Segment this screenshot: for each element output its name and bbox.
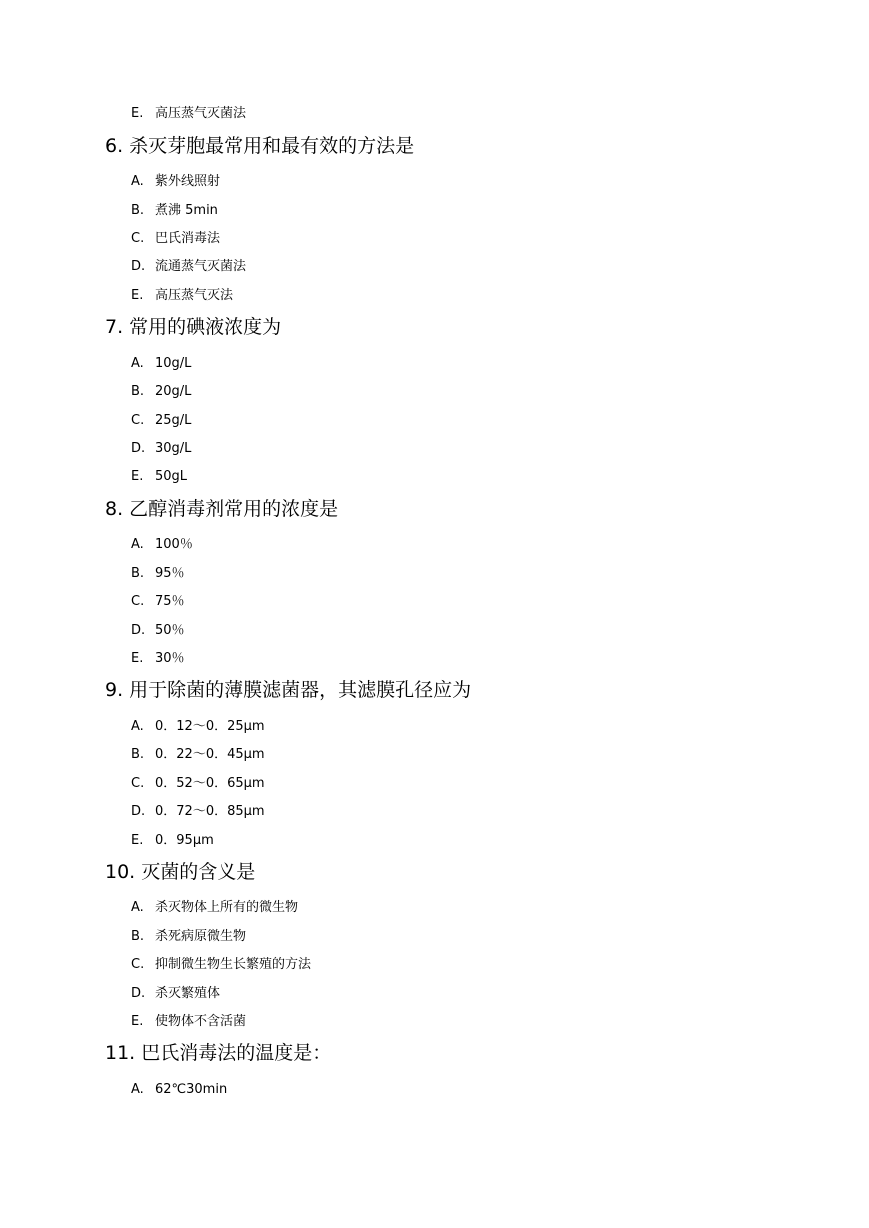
option-letter: A.: [131, 719, 144, 734]
option-letter: B.: [131, 566, 145, 581]
option-a: [131, 175, 220, 188]
option-text: 使物体不含活菌: [155, 1014, 247, 1029]
option-text: 0．72～0．85μm: [155, 804, 265, 819]
option-text: 高压蒸气灭菌法: [155, 106, 247, 121]
question-11: 11. 巴氏消毒法的温度是：: [105, 1042, 332, 1064]
option-letter: C.: [131, 231, 145, 246]
option-a: [131, 357, 191, 370]
option-letter: E.: [131, 1014, 144, 1029]
option-c: [131, 958, 311, 971]
option-text: 50％: [155, 623, 185, 638]
option-e: [131, 470, 187, 483]
option-letter: A.: [131, 174, 144, 189]
option-text: 0．12～0．25μm: [155, 719, 265, 734]
option-e: [131, 1015, 246, 1028]
option-b: [131, 204, 218, 217]
option-letter: A.: [131, 537, 144, 552]
option-text: 0．95μm: [155, 833, 214, 848]
option-letter: D.: [131, 259, 146, 274]
option-letter: A.: [131, 1082, 144, 1097]
option-text: 25g/L: [155, 413, 192, 428]
option-letter: C.: [131, 594, 145, 609]
option-b: [131, 385, 191, 398]
option-text: 30g/L: [155, 441, 192, 456]
option-letter: C.: [131, 776, 145, 791]
option-text: 流通蒸气灭菌法: [155, 259, 247, 274]
option-b: [131, 567, 185, 580]
option-d: [131, 805, 265, 818]
option-a: [131, 538, 193, 551]
option-d: [131, 260, 246, 273]
option-letter: D.: [131, 623, 146, 638]
option-letter: E.: [131, 833, 144, 848]
option-letter: D.: [131, 441, 146, 456]
option-letter: E.: [131, 469, 144, 484]
option-c: [131, 414, 191, 427]
option-text: 煮沸 5min: [155, 203, 218, 218]
option-a: [131, 1083, 227, 1096]
option-e: [131, 652, 185, 665]
option-text: 75％: [155, 594, 185, 609]
option-e: [131, 289, 233, 302]
option-text: 紫外线照射: [155, 174, 221, 189]
option-c: [131, 595, 185, 608]
question-7: 7. 常用的碘液浓度为: [105, 316, 282, 338]
option-letter: A.: [131, 356, 144, 371]
option-letter: C.: [131, 957, 145, 972]
option-text: 杀灭物体上所有的微生物: [155, 900, 299, 915]
option-b: [131, 930, 246, 943]
option-e: [131, 834, 214, 847]
option-letter: E.: [131, 288, 144, 303]
option-letter: B.: [131, 384, 145, 399]
option-text: 抑制微生物生长繁殖的方法: [155, 957, 312, 972]
question-6: 6. 杀灭芽胞最常用和最有效的方法是: [105, 135, 415, 157]
option-text: 高压蒸气灭法: [155, 288, 234, 303]
option-letter: D.: [131, 986, 146, 1001]
option-text: 100％: [155, 537, 193, 552]
question-9: 9. 用于除菌的薄膜滤菌器，其滤膜孔径应为: [105, 679, 472, 701]
option-b: [131, 748, 265, 761]
option-text: 10g/L: [155, 356, 192, 371]
option-letter: B.: [131, 929, 145, 944]
option-text: 50gL: [155, 469, 188, 484]
question-8: 8. 乙醇消毒剂常用的浓度是: [105, 498, 339, 520]
option-text: 0．52～0．65μm: [155, 776, 265, 791]
option-letter: B.: [131, 203, 145, 218]
option-c: [131, 232, 220, 245]
option-text: 杀灭繁殖体: [155, 986, 221, 1001]
option-text: 20g/L: [155, 384, 192, 399]
option-e: [131, 107, 246, 120]
option-text: 62℃30min: [155, 1082, 228, 1097]
option-a: [131, 901, 298, 914]
option-text: 杀死病原微生物: [155, 929, 247, 944]
option-letter: C.: [131, 413, 145, 428]
option-d: [131, 624, 185, 637]
option-d: [131, 442, 191, 455]
option-d: [131, 987, 220, 1000]
option-letter: B.: [131, 747, 145, 762]
option-text: 巴氏消毒法: [155, 231, 221, 246]
option-text: 95％: [155, 566, 185, 581]
option-a: [131, 720, 265, 733]
option-letter: D.: [131, 804, 146, 819]
option-letter: E.: [131, 106, 144, 121]
option-text: 30％: [155, 651, 185, 666]
option-letter: A.: [131, 900, 144, 915]
option-letter: E.: [131, 651, 144, 666]
question-10: 10. 灭菌的含义是: [105, 861, 256, 883]
option-c: [131, 777, 265, 790]
option-text: 0．22～0．45μm: [155, 747, 265, 762]
